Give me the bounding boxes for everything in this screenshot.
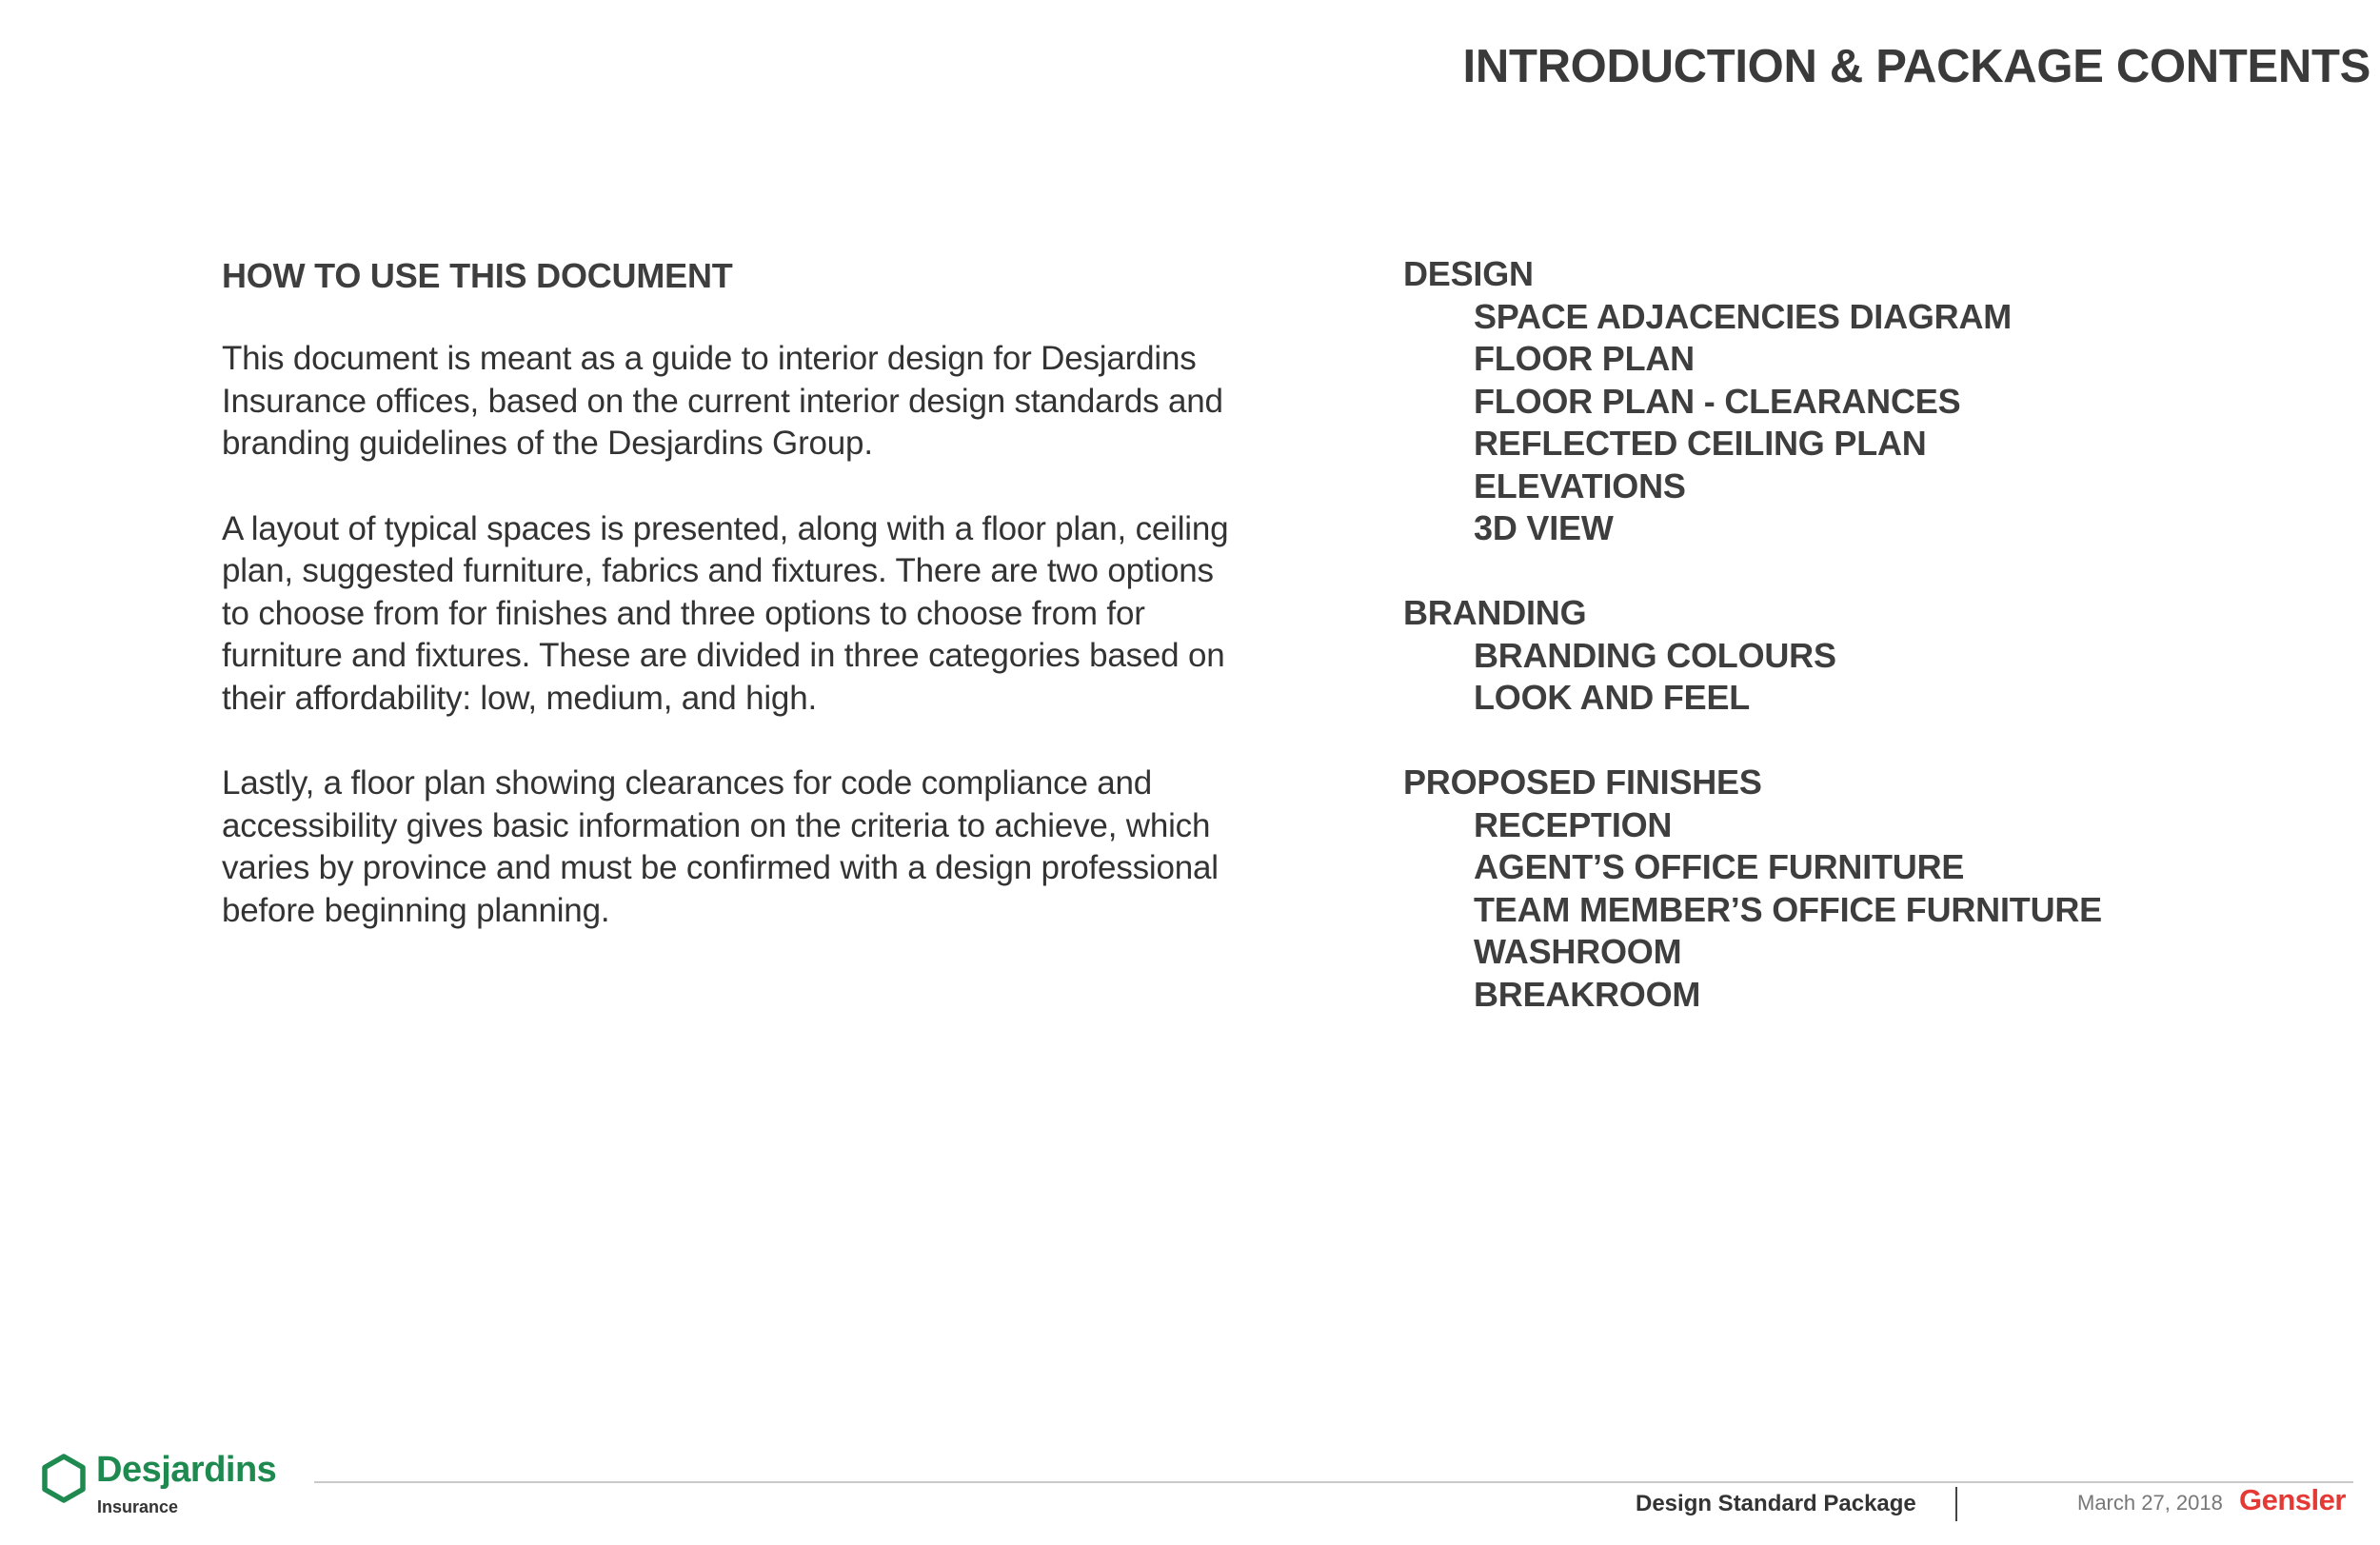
contents-group-title: DESIGN	[1403, 254, 1534, 293]
contents-group-title: BRANDING	[1403, 593, 1587, 632]
logo-name: Desjardins	[96, 1450, 277, 1490]
contents-item: AGENT’S OFFICE FURNITURE	[1474, 847, 1965, 886]
footer-divider	[314, 1481, 2353, 1483]
contents-item: BREAKROOM	[1474, 974, 1701, 1014]
intro-heading: HOW TO USE THIS DOCUMENT	[222, 256, 733, 295]
page-title: INTRODUCTION & PACKAGE CONTENTS	[1462, 41, 2370, 92]
contents-group-finishes	[1403, 762, 2355, 1016]
contents-item: FLOOR PLAN	[1474, 339, 1695, 378]
contents-item: ELEVATIONS	[1474, 465, 1686, 505]
contents-group-branding	[1403, 592, 2355, 720]
contents-item: 3D VIEW	[1474, 508, 1614, 547]
intro-paragraph: This document is meant as a guide to interior design for Desjardins Insurance offices, based on the current interior design standards and branding guidelines of the Desjardins Group.	[222, 340, 1223, 462]
package-contents	[1403, 253, 2355, 1059]
intro-section	[222, 253, 1231, 975]
contents-item: WASHROOM	[1474, 932, 1682, 971]
contents-item: REFLECTED CEILING PLAN	[1474, 424, 1927, 463]
hexagon-logo-icon	[42, 1454, 86, 1503]
contents-group-title: PROPOSED FINISHES	[1403, 763, 1762, 802]
contents-item: LOOK AND FEEL	[1474, 678, 1751, 717]
intro-paragraph: Lastly, a floor plan showing clearances for code compliance and accessibility gives basic information on the criteria to achieve, which varies by province and must be confirmed with a design professional before beginning planning.	[222, 764, 1219, 929]
intro-paragraph: A layout of typical spaces is presented, along with a floor plan, ceiling plan, suggested furniture, fabrics and fixtures. There are two options to choose from for finishes and three options to choose from for furniture and fixtures. These are divided in three categories based on their affordability: low, medium, and high.	[222, 509, 1229, 717]
gensler-logo: Gensler	[2239, 1483, 2346, 1516]
contents-item: TEAM MEMBER’S OFFICE FURNITURE	[1474, 889, 2102, 929]
footer-document-title: Design Standard Package	[1636, 1491, 1916, 1516]
contents-item: SPACE ADJACENCIES DIAGRAM	[1474, 296, 2013, 336]
contents-item: BRANDING COLOURS	[1474, 635, 1836, 675]
contents-item: FLOOR PLAN - CLEARANCES	[1474, 381, 1961, 421]
contents-item: RECEPTION	[1474, 804, 1673, 844]
footer-separator	[1955, 1487, 1957, 1521]
footer-date: March 27, 2018	[2077, 1491, 2223, 1515]
logo-subtitle: Insurance	[97, 1497, 179, 1516]
contents-group-design	[1403, 253, 2355, 550]
